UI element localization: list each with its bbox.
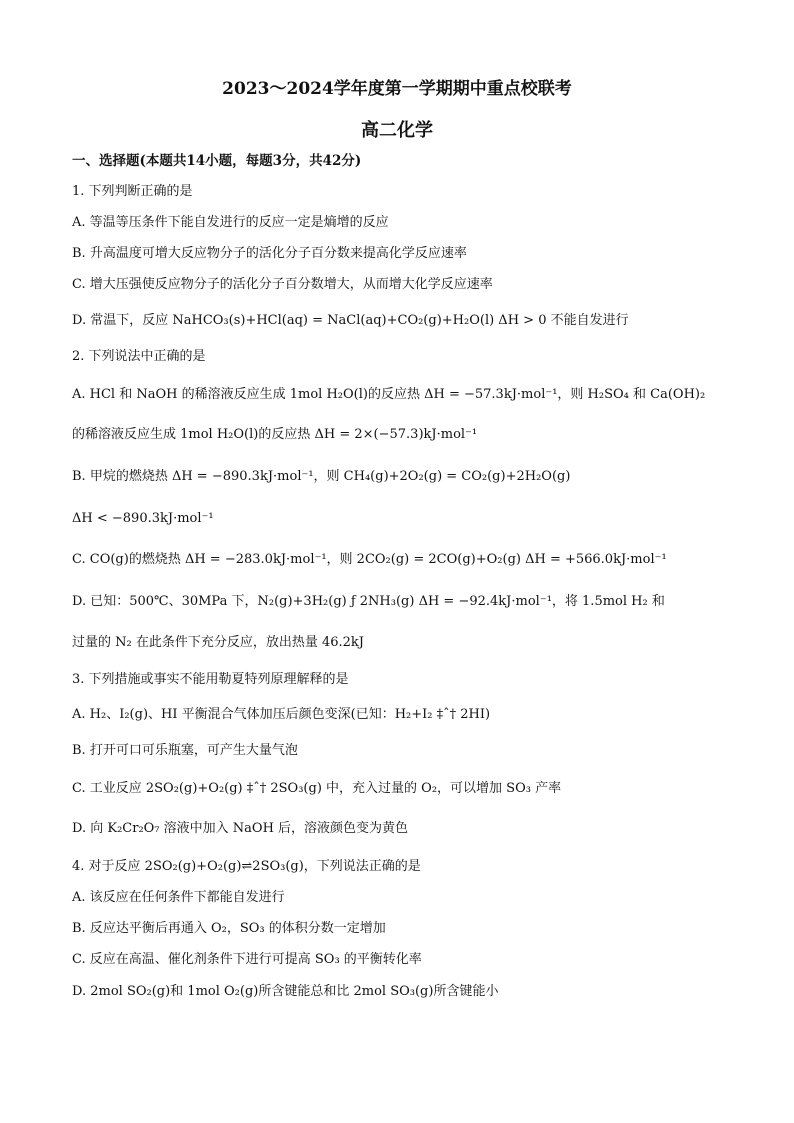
question-4-option-a: A. 该反应在任何条件下都能自发进行: [72, 890, 285, 905]
question-4-option-c: C. 反应在高温、催化剂条件下进行可提高 SO₃ 的平衡转化率: [72, 952, 422, 967]
exam-title: 2023～2024学年度第一学期期中重点校联考: [222, 79, 572, 99]
question-1-stem: 1. 下列判断正确的是: [72, 184, 193, 199]
section-heading: 一、选择题(本题共14小题，每题3分，共42分): [72, 153, 362, 169]
question-4-option-d: D. 2mol SO₂(g)和 1mol O₂(g)所含键能总和比 2mol SO₃(g)所含键能小: [72, 984, 499, 999]
question-2-option-a: A. HCl 和 NaOH 的稀溶液反应生成 1mol H₂O(l)的反应热 ΔH = −57.3kJ·mol⁻¹，则 H₂SO₄ 和 Ca(OH)₂: [72, 387, 706, 402]
question-3-option-a: A. H₂、I₂(g)、HI 平衡混合气体加压后颜色变深(已知：H₂+I₂ ‡ˆ† 2HI): [72, 707, 491, 722]
question-4-option-b: B. 反应达平衡后再通入 O₂，SO₃ 的体积分数一定增加: [72, 921, 386, 936]
question-3-stem: 3. 下列措施或事实不能用勒夏特列原理解释的是: [72, 672, 349, 687]
question-2-option-d: D. 已知：500℃、30MPa 下，N₂(g)+3H₂(g) ƒ 2NH₃(g) ΔH = −92.4kJ·mol⁻¹，将 1.5mol H₂ 和: [72, 594, 665, 609]
question-2-option-d-cont: 过量的 N₂ 在此条件下充分反应，放出热量 46.2kJ: [72, 635, 365, 650]
question-1-option-a: A. 等温等压条件下能自发进行的反应一定是熵增的反应: [72, 215, 389, 230]
question-2-option-a-cont: 的稀溶液反应生成 1mol H₂O(l)的反应热 ΔH = 2×(−57.3)kJ·mol⁻¹: [72, 427, 478, 442]
question-2-option-c: C. CO(g)的燃烧热 ΔH = −283.0kJ·mol⁻¹，则 2CO₂(g) = 2CO(g)+O₂(g) ΔH = +566.0kJ·mol⁻¹: [72, 552, 667, 567]
question-1-option-d: D. 常温下，反应 NaHCO₃(s)+HCl(aq) = NaCl(aq)+CO₂(g)+H₂O(l) ΔH > 0 不能自发进行: [72, 313, 629, 328]
question-2-stem: 2. 下列说法中正确的是: [72, 349, 206, 364]
question-3-option-c: C. 工业反应 2SO₂(g)+O₂(g) ‡ˆ† 2SO₃(g) 中，充入过量的 O₂，可以增加 SO₃ 产率: [72, 781, 562, 796]
question-1-option-b: B. 升高温度可增大反应物分子的活化分子百分数来提高化学反应速率: [72, 246, 467, 261]
question-1-option-c: C. 增大压强使反应物分子的活化分子百分数增大，从而增大化学反应速率: [72, 277, 493, 292]
question-3-option-d: D. 向 K₂Cr₂O₇ 溶液中加入 NaOH 后，溶液颜色变为黄色: [72, 821, 409, 836]
question-3-option-b: B. 打开可口可乐瓶塞，可产生大量气泡: [72, 743, 298, 758]
question-4-stem: 4. 对于反应 2SO₂(g)+O₂(g)⇌2SO₃(g)，下列说法正确的是: [72, 859, 421, 874]
question-2-option-b: B. 甲烷的燃烧热 ΔH = −890.3kJ·mol⁻¹，则 CH₄(g)+2O₂(g) = CO₂(g)+2H₂O(g): [72, 469, 571, 484]
question-2-option-b-cont: ΔH < −890.3kJ·mol⁻¹: [72, 511, 214, 526]
subject-title: 高二化学: [361, 120, 433, 141]
